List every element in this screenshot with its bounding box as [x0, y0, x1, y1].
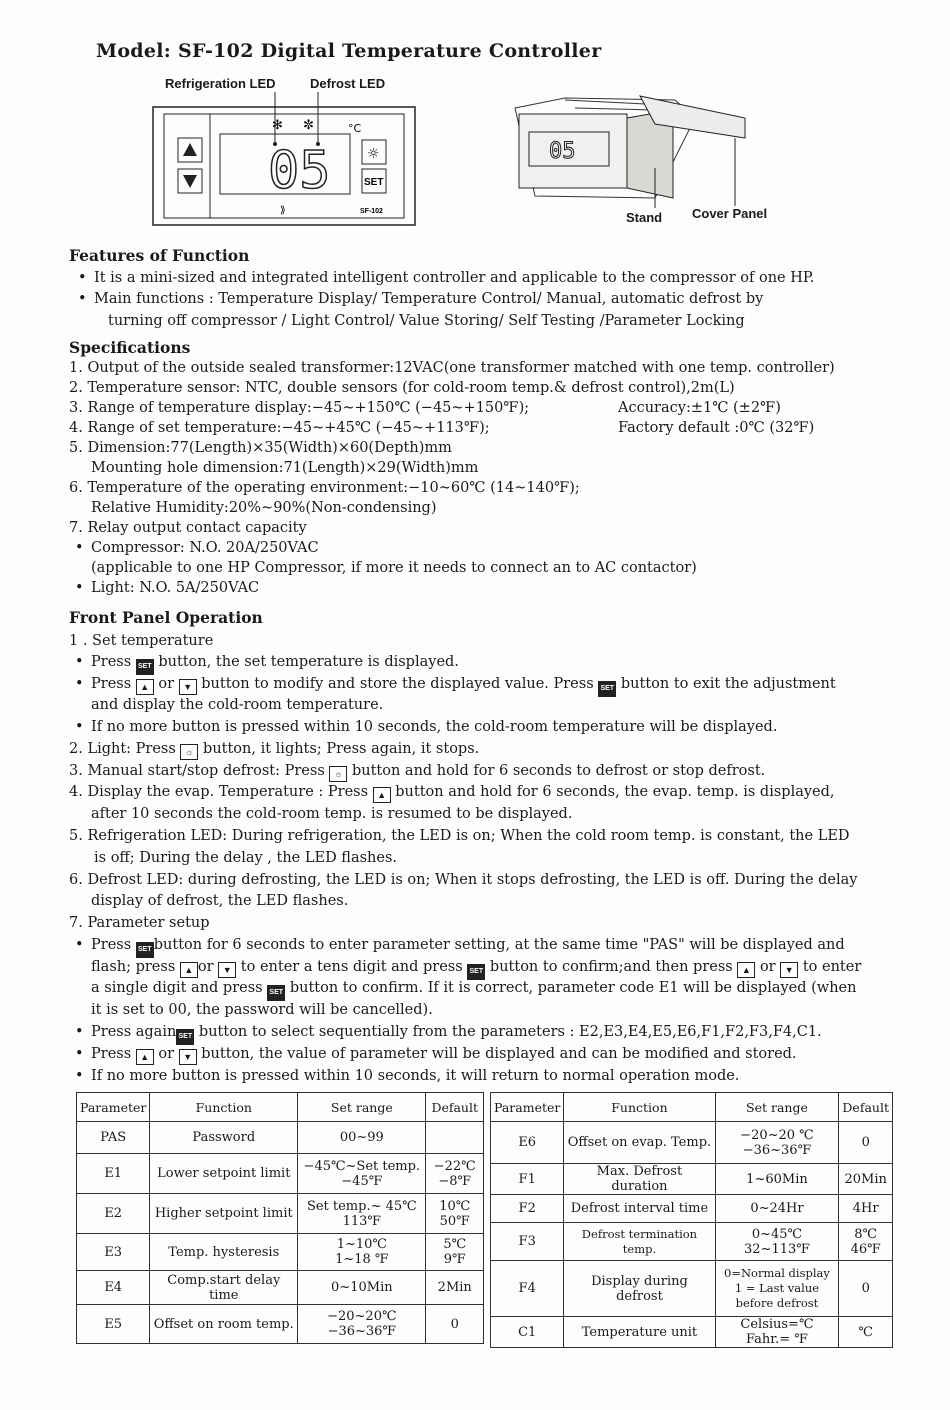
default-cell: 20Min	[839, 1164, 893, 1195]
function-cell: Temp. hysteresis	[150, 1234, 298, 1271]
down-key-icon: ▼	[179, 1049, 197, 1065]
param-cell: E5	[77, 1305, 150, 1344]
controller-front-panel-diagram	[150, 92, 420, 228]
specifications-heading: Specifications	[69, 338, 191, 357]
range-cell: Celsius=℃ Fahr.= ℉	[715, 1317, 839, 1348]
op-line: is off; During the delay , the LED flashes.	[94, 850, 398, 866]
column-header: Function	[150, 1093, 298, 1122]
table-row	[491, 1122, 893, 1164]
function-cell: Defrost interval time	[564, 1195, 715, 1223]
param-cell: E3	[77, 1234, 150, 1271]
column-header: Default	[426, 1093, 484, 1122]
function-cell: Offset on room temp.	[150, 1305, 298, 1344]
spec-line: 4. Range of set temperature:−45~+45℃ (−45~+113℉);	[69, 420, 490, 436]
param-cell: PAS	[77, 1122, 150, 1154]
op-line: • Press ▲ or ▼ button, the value of parameter will be displayed and can be modified and stored.	[91, 1044, 797, 1065]
light-key-icon: ☼	[180, 744, 198, 760]
set-key-icon: SET	[136, 659, 154, 675]
range-cell: 0~24Hr	[715, 1195, 839, 1223]
svg-text:SET: SET	[364, 177, 384, 188]
param-cell: E4	[77, 1271, 150, 1305]
up-key-icon: ▲	[180, 962, 198, 978]
param-cell: C1	[491, 1317, 564, 1348]
param-cell: E6	[491, 1122, 564, 1164]
param-cell: E1	[77, 1154, 150, 1194]
op-line: 1 . Set temperature	[69, 633, 214, 649]
spec-line: 2. Temperature sensor: NTC, double sensors (for cold-room temp.& defrost control),2m(L)	[69, 380, 735, 396]
default-cell: 8℃ 46℉	[839, 1223, 893, 1261]
spec-line: 7. Relay output contact capacity	[69, 520, 307, 536]
set-key-icon: SET	[467, 964, 485, 980]
default-cell: 2Min	[426, 1271, 484, 1305]
range-cell: −45℃~Set temp. −45℉	[298, 1154, 426, 1194]
set-key-icon: SET	[136, 942, 154, 958]
stand-label: Stand	[626, 210, 663, 225]
op-line: flash; press ▲ or ▼ to enter a tens digit and press SET button to confirm;and then press ▲ or ▼ to enter	[91, 957, 861, 980]
table-row	[77, 1154, 484, 1194]
table-row	[491, 1164, 893, 1195]
features-heading: Features of Function	[69, 246, 250, 265]
set-key-icon: SET	[598, 681, 616, 697]
op-line: • Press ▲ or ▼ button to modify and store the displayed value. Press SET button to exit the adjustment	[91, 674, 836, 697]
column-header: Set range	[298, 1093, 426, 1122]
light-icon: ☼	[367, 146, 380, 162]
features-line: turning off compressor / Light Control/ Value Storing/ Self Testing /Parameter Locking	[108, 313, 745, 329]
param-cell: F3	[491, 1223, 564, 1261]
function-cell: Max. Defrost duration	[564, 1164, 715, 1195]
svg-text:°C: °C	[348, 122, 362, 135]
svg-text:05: 05	[549, 139, 576, 164]
spec-line: Accuracy:±1℃ (±2℉)	[618, 400, 781, 416]
spec-line: 6. Temperature of the operating environment:−10~60℃ (14~140℉);	[69, 480, 580, 496]
spec-line: (applicable to one HP Compressor, if more it needs to connect an to AC contactor)	[91, 560, 697, 576]
light-key-icon: ☼	[329, 766, 347, 782]
op-line: • Press SET button, the set temperature is displayed.	[91, 652, 459, 675]
op-line: • If no more button is pressed within 10 seconds, the cold-room temperature will be displayed.	[91, 717, 777, 737]
op-line: 2. Light: Press ☼ button, it lights; Press again, it stops.	[69, 739, 479, 760]
table-row	[77, 1305, 484, 1344]
op-line: • Press SET button for 6 seconds to enter parameter setting, at the same time "PAS" will be displayed and	[91, 935, 845, 958]
range-cell: −20~20℃ −36~36℉	[298, 1305, 426, 1344]
default-cell: 5℃ 9℉	[426, 1234, 484, 1271]
up-arrow-icon	[183, 143, 197, 156]
op-line: after 10 seconds the cold-room temp. is resumed to be displayed.	[91, 806, 573, 822]
features-line: • Main functions : Temperature Display/ Temperature Control/ Manual, automatic defrost by	[94, 289, 763, 309]
column-header: Parameter	[77, 1093, 150, 1122]
table-row	[77, 1234, 484, 1271]
default-cell	[426, 1122, 484, 1154]
svg-text:⟫: ⟫	[280, 205, 286, 216]
range-cell: Set temp.~ 45℃ 113℉	[298, 1194, 426, 1234]
op-line: and display the cold-room temperature.	[91, 697, 384, 713]
function-cell: Offset on evap. Temp.	[564, 1122, 715, 1164]
defrost-led-label: Defrost LED	[310, 76, 386, 91]
table-row	[491, 1223, 893, 1261]
column-header: Default	[839, 1093, 893, 1122]
up-key-icon: ▲	[373, 787, 391, 803]
parameter-table-left	[76, 1092, 484, 1344]
default-cell: 0	[426, 1305, 484, 1344]
table-row	[491, 1195, 893, 1223]
table-row	[491, 1261, 893, 1317]
default-cell: −22℃ −8℉	[426, 1154, 484, 1194]
down-key-icon: ▼	[218, 962, 236, 978]
param-cell: F4	[491, 1261, 564, 1317]
set-key-icon: SET	[176, 1029, 194, 1045]
default-cell: ℃	[839, 1317, 893, 1348]
param-cell: F1	[491, 1164, 564, 1195]
spec-line: • Compressor: N.O. 20A/250VAC	[91, 538, 319, 558]
function-cell: Comp.start delay time	[150, 1271, 298, 1305]
table-row	[77, 1122, 484, 1154]
table-row	[77, 1194, 484, 1234]
up-key-icon: ▲	[737, 962, 755, 978]
spec-line: Mounting hole dimension:71(Length)×29(Width)mm	[91, 460, 479, 476]
range-cell: 1~60Min	[715, 1164, 839, 1195]
op-line: • If no more button is pressed within 10 seconds, it will return to normal operation mode.	[91, 1066, 739, 1086]
cover-panel-label: Cover Panel	[692, 206, 768, 221]
op-line: display of defrost, the LED flashes.	[91, 893, 349, 909]
set-key-icon: SET	[267, 985, 285, 1001]
range-cell: 0~45℃ 32~113℉	[715, 1223, 839, 1261]
range-cell: 0~10Min	[298, 1271, 426, 1305]
op-line: 7. Parameter setup	[69, 915, 210, 931]
defrost-icon: ✼	[303, 118, 314, 133]
op-line: 5. Refrigeration LED: During refrigeration, the LED is on; When the cold room temp. is constant, the LED	[69, 828, 850, 844]
parameter-table-right	[490, 1092, 893, 1348]
range-cell: 0=Normal display 1 = Last value before defrost	[715, 1261, 839, 1317]
op-line: 6. Defrost LED: during defrosting, the LED is on; When it stops defrosting, the LED is off. During the delay	[69, 872, 858, 888]
spec-line: 5. Dimension:77(Length)×35(Width)×60(Depth)mm	[69, 440, 452, 456]
op-line: 4. Display the evap. Temperature : Press ▲ button and hold for 6 seconds, the evap. temp. is displayed,	[69, 782, 835, 803]
column-header: Set range	[715, 1093, 839, 1122]
range-cell: 00~99	[298, 1122, 426, 1154]
function-cell: Lower setpoint limit	[150, 1154, 298, 1194]
function-cell: Temperature unit	[564, 1317, 715, 1348]
op-line: • Press again SET button to select sequentially from the parameters : E2,E3,E4,E5,E6,F1,F2,F3,F4,C1.	[91, 1022, 822, 1045]
column-header: Function	[564, 1093, 715, 1122]
down-key-icon: ▼	[179, 679, 197, 695]
table-row	[491, 1317, 893, 1348]
column-header: Parameter	[491, 1093, 564, 1122]
default-cell: 0	[839, 1122, 893, 1164]
range-cell: 1~10℃ 1~18 ℉	[298, 1234, 426, 1271]
down-key-icon: ▼	[780, 962, 798, 978]
up-key-icon: ▲	[136, 1049, 154, 1065]
function-cell: Password	[150, 1122, 298, 1154]
default-cell: 10℃ 50℉	[426, 1194, 484, 1234]
front-panel-heading: Front Panel Operation	[69, 608, 263, 627]
op-line: 3. Manual start/stop defrost: Press ☼ button and hold for 6 seconds to defrost or stop defrost.	[69, 761, 765, 782]
default-cell: 4Hr	[839, 1195, 893, 1223]
up-key-icon: ▲	[136, 679, 154, 695]
param-cell: F2	[491, 1195, 564, 1223]
snowflake-icon: ✻	[272, 118, 283, 133]
op-line: it is set to 00, the password will be cancelled).	[91, 1002, 433, 1018]
features-line: • It is a mini-sized and integrated intelligent controller and applicable to the compressor of one HP.	[94, 268, 814, 288]
spec-line: 3. Range of temperature display:−45~+150℃ (−45~+150℉);	[69, 400, 530, 416]
table-row	[77, 1271, 484, 1305]
lcd-digits: 05	[268, 141, 331, 201]
function-cell: Higher setpoint limit	[150, 1194, 298, 1234]
spec-line: • Light: N.O. 5A/250VAC	[91, 578, 259, 598]
param-cell: E2	[77, 1194, 150, 1234]
controller-side-diagram	[505, 88, 755, 208]
svg-text:SF-102: SF-102	[360, 208, 383, 215]
page-title: Model: SF-102 Digital Temperature Controller	[96, 40, 602, 62]
function-cell: Display during defrost	[564, 1261, 715, 1317]
default-cell: 0	[839, 1261, 893, 1317]
spec-line: Relative Humidity:20%~90%(Non-condensing)	[91, 500, 437, 516]
refrigeration-led-label: Refrigeration LED	[165, 76, 276, 91]
op-line: a single digit and press SET button to confirm. If it is correct, parameter code E1 will be displayed (when	[91, 978, 856, 1001]
spec-line: Factory default :0℃ (32℉)	[618, 420, 815, 436]
spec-line: 1. Output of the outside sealed transformer:12VAC(one transformer matched with one temp. controller)	[69, 360, 835, 376]
range-cell: −20~20 ℃ −36~36℉	[715, 1122, 839, 1164]
down-arrow-icon	[183, 175, 197, 188]
function-cell: Defrost termination temp.	[564, 1223, 715, 1261]
